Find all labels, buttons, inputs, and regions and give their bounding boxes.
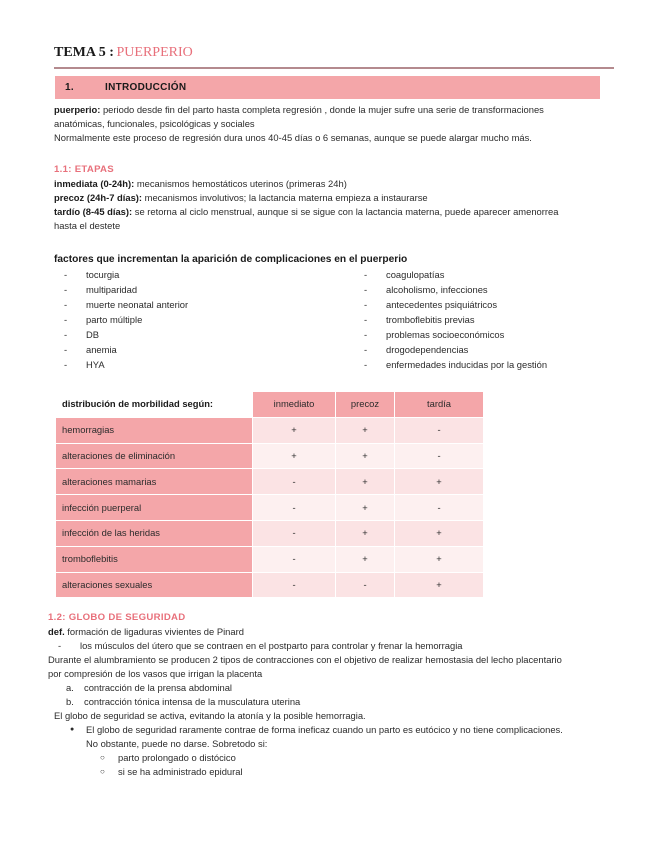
table-cell: + <box>253 417 336 443</box>
list-item: a. contracción de la prensa abdominal <box>66 682 233 693</box>
table-cell: + <box>336 546 395 572</box>
list-item: - HYA <box>54 357 344 372</box>
list-item: - tocurgia <box>54 267 344 282</box>
table-cell: + <box>336 469 395 495</box>
globo-dash-list <box>48 639 638 653</box>
intro-block <box>54 103 624 145</box>
globo-para2: El globo de seguridad se activa, evitando la atonía y la posible hemorragia. <box>54 710 366 721</box>
title-name: PUERPERIO <box>116 45 193 60</box>
etapas-heading: 1.1: ETAPAS <box>54 164 114 175</box>
factors-left-list <box>54 267 344 372</box>
page-title <box>54 46 614 68</box>
list-item: - coagulopatías <box>354 267 614 282</box>
table-cell: - <box>336 572 395 598</box>
bullet-dot: ● <box>70 726 75 733</box>
row-label: alteraciones mamarias <box>56 469 253 495</box>
etapa-inmediata: inmediata (0-24h): mecanismos hemostáticos uterinos (primeras 24h) <box>54 178 347 189</box>
table-cell: + <box>253 443 336 469</box>
intro-term: puerperio: <box>54 104 101 115</box>
table-cell: + <box>395 469 484 495</box>
table-cell: + <box>336 417 395 443</box>
table-row <box>56 469 484 495</box>
table-cell: - <box>253 520 336 546</box>
table-cell: + <box>336 443 395 469</box>
list-item: ○ si se ha administrado epidural <box>48 765 638 779</box>
title-prefix: TEMA 5 : <box>54 45 114 60</box>
column-header: inmediato <box>253 392 336 418</box>
title-underline <box>54 67 614 69</box>
etapa-tardio: tardío (8-45 días): se retorna al ciclo menstrual, aunque si se sigue con la lactancia materna, puede aparecer amenorrea <box>54 206 559 217</box>
factors-title-block <box>54 253 624 267</box>
list-item: - muerte neonatal anterior <box>54 297 344 312</box>
list-item: - multiparidad <box>54 282 344 297</box>
table-cell: + <box>336 520 395 546</box>
table-cell: + <box>395 520 484 546</box>
table-row <box>56 546 484 572</box>
list-item: - DB <box>54 327 344 342</box>
list-item: - los músculos del útero que se contraen en el postparto para controlar y frenar la hemorragia <box>48 639 638 653</box>
globo-definition: def. formación de ligaduras vivientes de Pinard <box>48 626 244 637</box>
table-cell: + <box>395 546 484 572</box>
globo-bullet-cont: No obstante, puede no darse. Sobretodo si: <box>86 738 268 749</box>
list-item: - anemia <box>54 342 344 357</box>
table-cell: - <box>395 495 484 521</box>
table-cell: - <box>253 572 336 598</box>
list-item: - drogodependencias <box>354 342 614 357</box>
etapa-precoz: precoz (24h-7 días): mecanismos involutivos; la lactancia materna empieza a instaurarse <box>54 192 428 203</box>
table-row <box>56 495 484 521</box>
table-cell: + <box>395 572 484 598</box>
factors-title: factores que incrementan la aparición de complicaciones en el puerperio <box>54 254 408 265</box>
table-row <box>56 520 484 546</box>
table-row <box>56 443 484 469</box>
list-item: - parto múltiple <box>54 312 344 327</box>
table-cell: - <box>253 495 336 521</box>
table-cell: - <box>395 443 484 469</box>
globo-para1: Durante el alumbramiento se producen 2 tipos de contracciones con el objetivo de realizar hemostasia del lecho placentario <box>48 654 562 665</box>
globo-para1-cont: por compresión de los vasos que irrigan la placenta <box>48 668 263 679</box>
intro-normal: Normalmente este proceso de regresión dura unos 40-45 días o 6 semanas, aunque se puede alargar mucho más. <box>54 132 532 143</box>
globo-heading: 1.2: GLOBO DE SEGURIDAD <box>48 612 186 623</box>
etapa-tardio-cont: hasta el destete <box>54 220 121 231</box>
list-item: - problemas socioeconómicos <box>354 327 614 342</box>
table-cell: - <box>253 546 336 572</box>
table-cell: + <box>336 495 395 521</box>
column-header: tardía <box>395 392 484 418</box>
section-label: INTRODUCCIÓN <box>105 82 187 93</box>
list-item: - tromboflebitis previas <box>354 312 614 327</box>
globo-bullet: ● El globo de seguridad raramente contrae de forma ineficaz cuando un parto es eutócico y no tiene complicaciones. <box>70 724 563 735</box>
section-number: 1. <box>65 82 74 93</box>
list-item: - alcoholismo, infecciones <box>354 282 614 297</box>
row-label: hemorragias <box>56 417 253 443</box>
morbidity-table <box>55 391 484 598</box>
table-header-row <box>56 392 484 418</box>
list-item: ○ parto prolongado o distócico <box>48 751 638 765</box>
list-item: b. contracción tónica intensa de la musculatura uterina <box>66 696 301 707</box>
row-label: alteraciones sexuales <box>56 572 253 598</box>
table-cell: - <box>253 469 336 495</box>
section-header-bar <box>55 76 600 99</box>
row-label: infección puerperal <box>56 495 253 521</box>
intro-definition-cont: anatómicas, funcionales, psicológicas y sociales <box>54 118 255 129</box>
table-row <box>56 572 484 598</box>
globo-block <box>48 611 638 779</box>
list-item: - enfermedades inducidas por la gestión <box>354 357 614 372</box>
etapas-block <box>54 163 624 233</box>
table-header-label: distribución de morbilidad según: <box>56 392 253 418</box>
column-header: precoz <box>336 392 395 418</box>
row-label: infección de las heridas <box>56 520 253 546</box>
table-row <box>56 417 484 443</box>
list-item: - antecedentes psiquiátricos <box>354 297 614 312</box>
intro-definition: puerperio: periodo desde fin del parto hasta completa regresión , donde la mujer sufre una serie de transformaciones <box>54 104 544 115</box>
factors-right-list <box>354 267 614 372</box>
row-label: alteraciones de eliminación <box>56 443 253 469</box>
row-label: tromboflebitis <box>56 546 253 572</box>
table-cell: - <box>395 417 484 443</box>
